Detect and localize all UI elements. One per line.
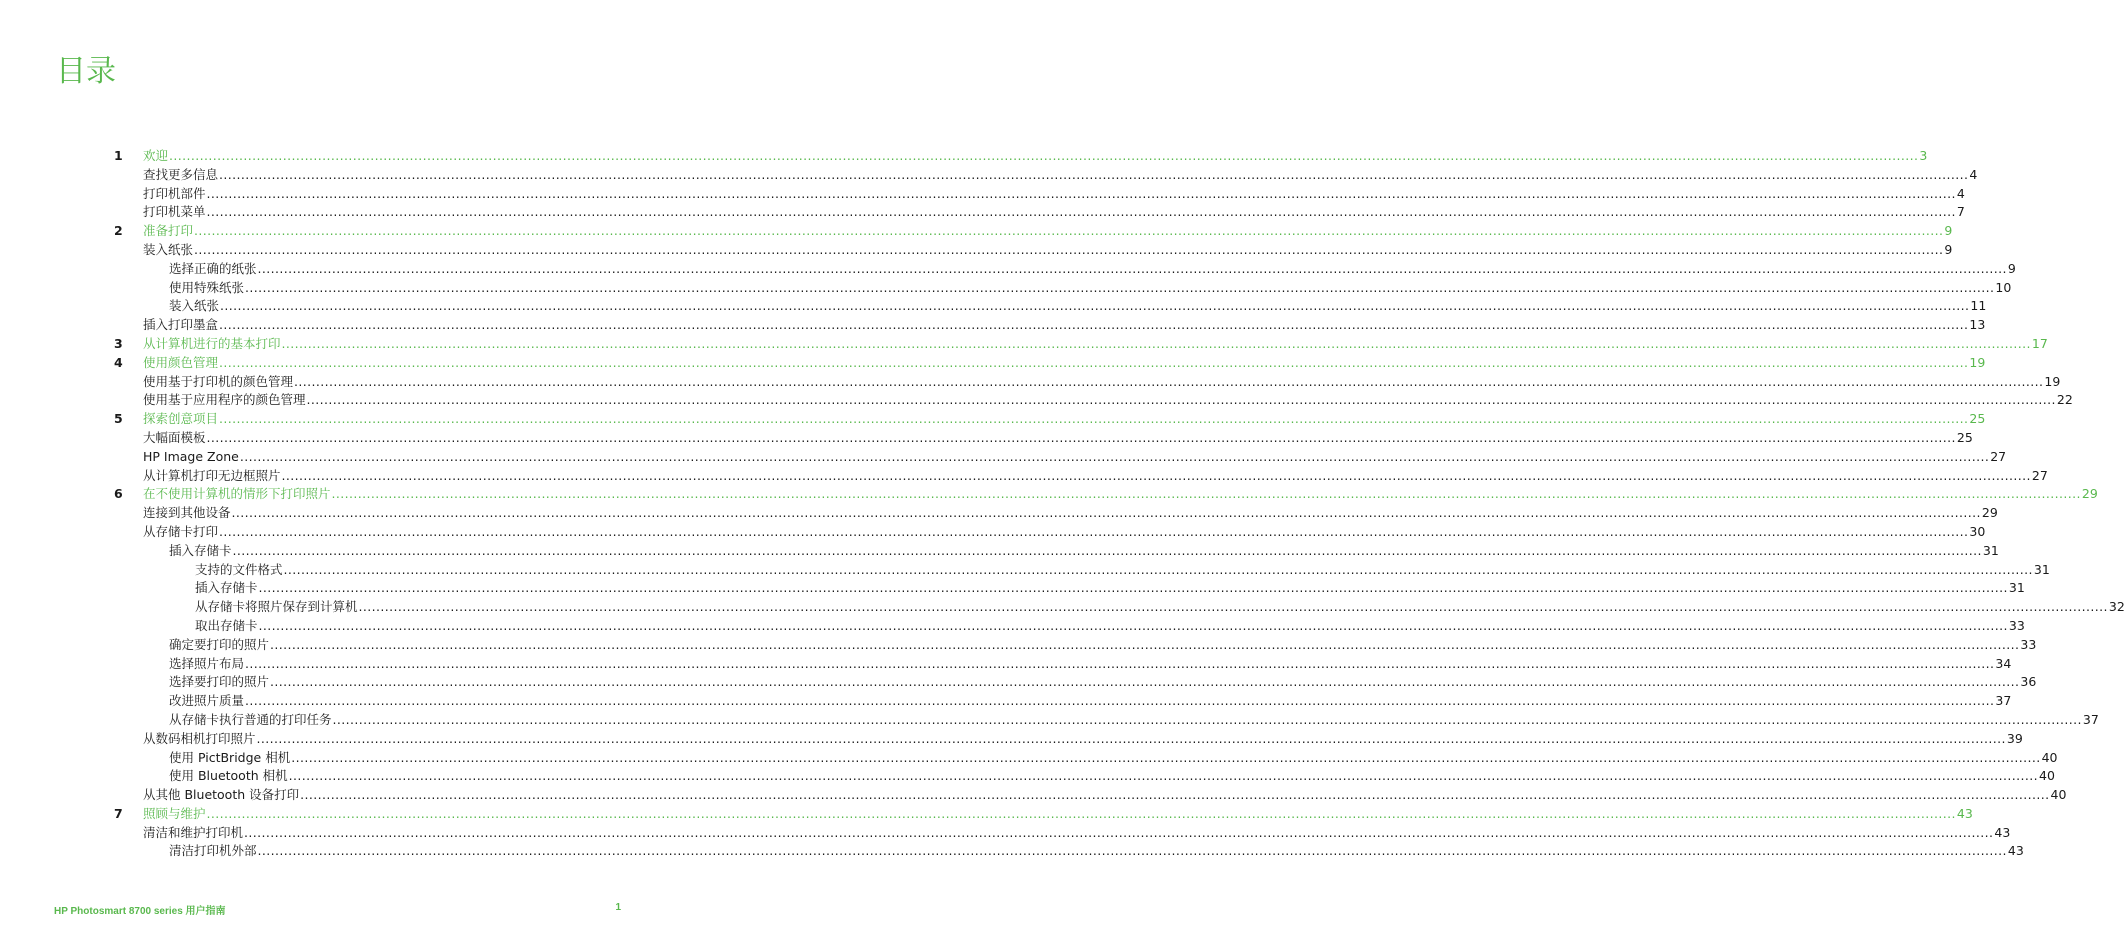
toc-page-number: 37: [1995, 693, 2012, 709]
toc-dot-leader: ................................................................................................................................................................................................................................................................................................................................................................................................................: [194, 241, 1944, 257]
toc-entry-label: 清洁和维护打印机: [143, 824, 244, 840]
toc-entry-link[interactable]: [143, 222, 1953, 241]
toc-entry-row[interactable]: [0, 241, 1953, 260]
toc-dot-leader: ................................................................................................................................................................................................................................................................................................................................................................................................................: [219, 317, 1969, 333]
toc-entry-row[interactable]: [0, 655, 2012, 674]
toc-entry-label: 清洁打印机外部: [169, 843, 257, 859]
toc-entry-link[interactable]: [195, 561, 2050, 580]
toc-dot-leader: ................................................................................................................................................................................................................................................................................................................................................................................................................: [288, 768, 2038, 784]
toc-dot-leader: ................................................................................................................................................................................................................................................................................................................................................................................................................: [169, 148, 1919, 163]
toc-entry-row[interactable]: [0, 373, 2061, 392]
toc-page-number: 17: [2031, 335, 2048, 351]
toc-entry-link[interactable]: [143, 786, 2067, 805]
toc-dot-leader: ................................................................................................................................................................................................................................................................................................................................................................................................................: [358, 599, 2108, 615]
toc-entry-label: 从数码相机打印照片: [143, 730, 256, 746]
toc-entry-link[interactable]: [169, 749, 2058, 768]
table-of-contents: [0, 147, 2125, 861]
toc-page-number: 37: [2082, 711, 2099, 727]
toc-dot-leader: ................................................................................................................................................................................................................................................................................................................................................................................................................: [219, 411, 1969, 427]
toc-page-number: 10: [1995, 279, 2012, 295]
toc-dot-leader: ................................................................................................................................................................................................................................................................................................................................................................................................................: [220, 298, 1970, 314]
toc-entry-row[interactable]: [0, 730, 2023, 749]
toc-entry-row[interactable]: [0, 316, 1986, 335]
toc-page-number: 31: [2033, 561, 2050, 577]
toc-entry-link[interactable]: [169, 711, 2099, 730]
toc-entry-label: 选择要打印的照片: [169, 674, 270, 690]
toc-dot-leader: ................................................................................................................................................................................................................................................................................................................................................................................................................: [231, 505, 1981, 521]
toc-entry-label: 使用 Bluetooth 相机: [169, 768, 288, 784]
toc-entry-label: 改进照片质量: [169, 693, 245, 709]
toc-page-number: 31: [2008, 580, 2025, 596]
toc-dot-leader: ................................................................................................................................................................................................................................................................................................................................................................................................................: [206, 185, 1956, 201]
toc-entry-link[interactable]: [195, 598, 2125, 617]
toc-page-number: 43: [2007, 843, 2024, 859]
toc-dot-leader: ................................................................................................................................................................................................................................................................................................................................................................................................................: [245, 279, 1995, 295]
toc-dot-leader: ................................................................................................................................................................................................................................................................................................................................................................................................................: [244, 824, 1994, 840]
toc-entry-link[interactable]: [143, 354, 1986, 373]
toc-entry-label: 使用 PictBridge 相机: [169, 749, 291, 765]
toc-entry-row[interactable]: [0, 692, 2012, 711]
toc-entry-link[interactable]: [169, 692, 2012, 711]
toc-page-number: 9: [1944, 223, 1953, 239]
toc-entry-label: 从存储卡打印: [143, 523, 219, 539]
toc-dot-leader: ................................................................................................................................................................................................................................................................................................................................................................................................................: [283, 561, 2033, 577]
toc-entry-label: 支持的文件格式: [195, 561, 283, 577]
toc-dot-leader: ................................................................................................................................................................................................................................................................................................................................................................................................................: [270, 636, 2020, 652]
toc-entry-link[interactable]: [169, 279, 2012, 298]
toc-page-number: 11: [1970, 298, 1987, 314]
toc-entry-label: 使用基于打印机的颜色管理: [143, 373, 294, 389]
toc-entry-row[interactable]: [0, 617, 2025, 636]
toc-entry-row[interactable]: [0, 598, 2125, 617]
toc-page-number: 9: [1944, 241, 1953, 257]
toc-entry-label: 选择正确的纸张: [169, 260, 257, 276]
toc-entry-label: 装入纸张: [143, 241, 194, 257]
toc-entry-link[interactable]: [143, 203, 1965, 222]
toc-chapter-number: 6: [114, 486, 123, 502]
toc-dot-leader: ................................................................................................................................................................................................................................................................................................................................................................................................................: [270, 674, 2020, 690]
toc-entry-link[interactable]: [143, 429, 1973, 448]
toc-chapter-number: 7: [114, 805, 123, 821]
toc-dot-leader: ................................................................................................................................................................................................................................................................................................................................................................................................................: [281, 335, 2031, 351]
toc-entry-row[interactable]: [0, 824, 2011, 843]
toc-page-number: 29: [1981, 505, 1998, 521]
toc-entry-row[interactable]: [0, 767, 2055, 786]
toc-entry-link[interactable]: [143, 467, 2048, 486]
toc-entry-label: 插入存储卡: [169, 542, 232, 558]
toc-entry-row[interactable]: [0, 579, 2025, 598]
toc-entry-row[interactable]: [0, 185, 1965, 204]
toc-dot-leader: ................................................................................................................................................................................................................................................................................................................................................................................................................: [331, 486, 2081, 502]
toc-entry-row[interactable]: [0, 391, 2073, 410]
page-title: 目录: [56, 54, 116, 89]
toc-chapter-number: 5: [114, 411, 123, 427]
toc-dot-leader: ................................................................................................................................................................................................................................................................................................................................................................................................................: [256, 730, 2006, 746]
footer-product-name: HP Photosmart 8700 series 用户指南: [54, 906, 226, 917]
toc-entry-row[interactable]: [0, 260, 2016, 279]
toc-entry-link[interactable]: [143, 166, 1978, 185]
toc-page-number: 19: [2044, 373, 2061, 389]
toc-entry-row[interactable]: [0, 673, 2037, 692]
toc-entry-label: 在不使用计算机的情形下打印照片: [143, 486, 331, 502]
toc-dot-leader: ................................................................................................................................................................................................................................................................................................................................................................................................................: [258, 580, 2008, 596]
toc-page-number: 33: [2008, 617, 2025, 633]
toc-entry-row[interactable]: [0, 786, 2067, 805]
toc-entry-link[interactable]: [143, 316, 1986, 335]
toc-entry-link[interactable]: [169, 655, 2012, 674]
toc-entry-link[interactable]: [143, 391, 2073, 410]
toc-entry-link[interactable]: [169, 673, 2037, 692]
toc-dot-leader: ................................................................................................................................................................................................................................................................................................................................................................................................................: [291, 749, 2041, 765]
toc-page-number: 43: [1956, 805, 1973, 821]
toc-entry-link[interactable]: [143, 147, 1928, 166]
toc-page-number: 34: [1995, 655, 2012, 671]
toc-entry-row[interactable]: [0, 842, 2024, 861]
toc-dot-leader: ................................................................................................................................................................................................................................................................................................................................................................................................................: [257, 260, 2007, 276]
toc-chapter-row[interactable]: [0, 335, 2048, 354]
toc-page-number: 7: [1956, 204, 1965, 220]
toc-entry-label: 连接到其他设备: [143, 505, 231, 521]
toc-dot-leader: ................................................................................................................................................................................................................................................................................................................................................................................................................: [258, 617, 2008, 633]
toc-page-number: 43: [1994, 824, 2011, 840]
toc-page-number: 25: [1969, 411, 1986, 427]
toc-entry-label: HP Image Zone: [143, 448, 239, 464]
toc-entry-label: 从计算机打印无边框照片: [143, 467, 281, 483]
toc-dot-leader: ................................................................................................................................................................................................................................................................................................................................................................................................................: [206, 805, 1956, 821]
toc-entry-label: 选择照片布局: [169, 655, 245, 671]
toc-chapter-row[interactable]: [0, 147, 1928, 166]
toc-entry-link[interactable]: [143, 824, 2011, 843]
toc-dot-leader: ................................................................................................................................................................................................................................................................................................................................................................................................................: [281, 467, 2031, 483]
toc-entry-label: 使用基于应用程序的颜色管理: [143, 392, 306, 408]
toc-dot-leader: ................................................................................................................................................................................................................................................................................................................................................................................................................: [332, 711, 2082, 727]
toc-entry-label: 从存储卡执行普通的打印任务: [169, 711, 332, 727]
toc-entry-label: 插入打印墨盒: [143, 317, 219, 333]
toc-entry-link[interactable]: [195, 579, 2025, 598]
toc-dot-leader: ................................................................................................................................................................................................................................................................................................................................................................................................................: [257, 843, 2007, 859]
toc-dot-leader: ................................................................................................................................................................................................................................................................................................................................................................................................................: [232, 542, 1982, 558]
toc-entry-label: 使用特殊纸张: [169, 279, 245, 295]
toc-page-number: 4: [1969, 166, 1978, 182]
toc-page-number: 40: [2050, 787, 2067, 803]
toc-entry-row[interactable]: [0, 448, 2007, 467]
toc-chapter-number: 2: [114, 223, 123, 239]
toc-entry-link[interactable]: [169, 260, 2016, 279]
toc-page-number: 39: [2006, 730, 2023, 746]
toc-dot-leader: ................................................................................................................................................................................................................................................................................................................................................................................................................: [219, 166, 1969, 182]
toc-page-number: 30: [1969, 523, 1986, 539]
toc-entry-label: 大幅面模板: [143, 429, 206, 445]
toc-dot-leader: ................................................................................................................................................................................................................................................................................................................................................................................................................: [219, 523, 1969, 539]
toc-entry-link[interactable]: [169, 767, 2055, 786]
toc-entry-label: 欢迎: [143, 148, 169, 163]
toc-page-number: 40: [2041, 749, 2058, 765]
toc-entry-link[interactable]: [143, 523, 1986, 542]
toc-entry-link[interactable]: [143, 485, 2098, 504]
toc-dot-leader: ................................................................................................................................................................................................................................................................................................................................................................................................................: [300, 787, 2050, 803]
toc-chapter-row[interactable]: [0, 410, 1986, 429]
toc-entry-row[interactable]: [0, 504, 1998, 523]
toc-entry-label: 从计算机进行的基本打印: [143, 335, 281, 351]
toc-entry-row[interactable]: [0, 711, 2099, 730]
toc-page-number: 25: [1956, 429, 1973, 445]
toc-page-number: 22: [2056, 392, 2073, 408]
toc-entry-label: 探索创意项目: [143, 411, 219, 427]
toc-entry-label: 查找更多信息: [143, 166, 219, 182]
toc-entry-link[interactable]: [169, 297, 1987, 316]
toc-entry-label: 照顾与维护: [143, 805, 206, 821]
toc-page-number: 36: [2020, 674, 2037, 690]
toc-entry-label: 取出存储卡: [195, 617, 258, 633]
toc-entry-link[interactable]: [169, 842, 2024, 861]
toc-page-number: 27: [2031, 467, 2048, 483]
toc-entry-label: 准备打印: [143, 223, 194, 239]
toc-entry-link[interactable]: [143, 504, 1998, 523]
toc-page-number: 9: [2007, 260, 2016, 276]
toc-entry-label: 从存储卡将照片保存到计算机: [195, 599, 358, 615]
toc-entry-link[interactable]: [143, 805, 1973, 824]
toc-entry-link[interactable]: [195, 617, 2025, 636]
toc-dot-leader: ................................................................................................................................................................................................................................................................................................................................................................................................................: [239, 448, 1990, 464]
toc-chapter-row[interactable]: [0, 354, 1986, 373]
toc-entry-label: 使用颜色管理: [143, 354, 219, 370]
toc-page-number: 29: [2081, 486, 2098, 502]
toc-entry-row[interactable]: [0, 166, 1978, 185]
toc-page-number: 3: [1919, 148, 1928, 163]
toc-page-number: 33: [2020, 636, 2037, 652]
toc-entry-row[interactable]: [0, 749, 2058, 768]
toc-entry-row[interactable]: [0, 429, 1973, 448]
footer-page-number: 1: [615, 902, 621, 913]
toc-entry-row[interactable]: [0, 279, 2012, 298]
toc-entry-label: 装入纸张: [169, 298, 220, 314]
toc-dot-leader: ................................................................................................................................................................................................................................................................................................................................................................................................................: [219, 354, 1969, 370]
toc-dot-leader: ................................................................................................................................................................................................................................................................................................................................................................................................................: [245, 693, 1995, 709]
toc-page-number: 31: [1982, 542, 1999, 558]
toc-dot-leader: ................................................................................................................................................................................................................................................................................................................................................................................................................: [194, 223, 1944, 239]
toc-dot-leader: ................................................................................................................................................................................................................................................................................................................................................................................................................: [294, 373, 2044, 389]
toc-entry-row[interactable]: [0, 203, 1965, 222]
toc-page-number: 32: [2108, 599, 2125, 615]
toc-entry-row[interactable]: [0, 542, 1999, 561]
toc-dot-leader: ................................................................................................................................................................................................................................................................................................................................................................................................................: [206, 429, 1956, 445]
toc-entry-label: 插入存储卡: [195, 580, 258, 596]
toc-entry-label: 打印机部件: [143, 185, 206, 201]
toc-chapter-row[interactable]: [0, 805, 1973, 824]
toc-entry-link[interactable]: [143, 730, 2023, 749]
toc-entry-link[interactable]: [143, 185, 1965, 204]
toc-page-number: 19: [1969, 354, 1986, 370]
toc-chapter-number: 1: [114, 148, 123, 163]
toc-chapter-row[interactable]: [0, 485, 2098, 504]
toc-entry-row[interactable]: [0, 467, 2048, 486]
toc-entry-link[interactable]: [169, 636, 2037, 655]
toc-page-number: 27: [1990, 448, 2007, 464]
toc-entry-link[interactable]: [143, 410, 1986, 429]
toc-entry-link[interactable]: [169, 542, 1999, 561]
toc-chapter-number: 3: [114, 335, 123, 351]
toc-entry-link[interactable]: [143, 241, 1953, 260]
toc-chapter-number: 4: [114, 354, 123, 370]
toc-dot-leader: ................................................................................................................................................................................................................................................................................................................................................................................................................: [245, 655, 1995, 671]
toc-dot-leader: ................................................................................................................................................................................................................................................................................................................................................................................................................: [206, 204, 1956, 220]
toc-entry-row[interactable]: [0, 523, 1986, 542]
toc-dot-leader: ................................................................................................................................................................................................................................................................................................................................................................................................................: [306, 392, 2056, 408]
toc-entry-row[interactable]: [0, 561, 2050, 580]
toc-entry-link[interactable]: [143, 335, 2048, 354]
toc-page-number: 13: [1969, 317, 1986, 333]
toc-entry-label: 从其他 Bluetooth 设备打印: [143, 787, 300, 803]
toc-entry-row[interactable]: [0, 297, 1987, 316]
toc-page-number: 4: [1956, 185, 1965, 201]
toc-entry-row[interactable]: [0, 636, 2037, 655]
toc-entry-label: 确定要打印的照片: [169, 636, 270, 652]
toc-entry-label: 打印机菜单: [143, 204, 206, 220]
toc-page-number: 40: [2039, 768, 2055, 784]
toc-entry-link[interactable]: [143, 373, 2061, 392]
toc-chapter-row[interactable]: [0, 222, 1953, 241]
toc-entry-link[interactable]: [143, 448, 2007, 467]
